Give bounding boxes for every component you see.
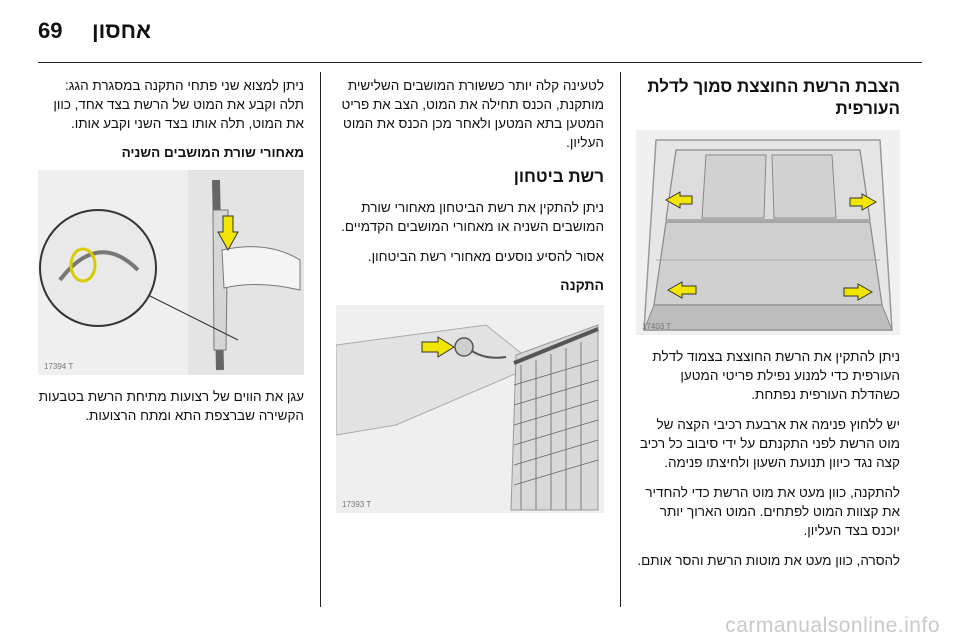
trunk-illustration xyxy=(636,130,900,335)
page-number: 69 xyxy=(38,18,63,43)
column-left xyxy=(38,76,304,436)
paragraph: עגן את הווים של רצועות מתיחת הרשת בטבעות הקשירה שברצפת התא ומתח הרצועות. xyxy=(38,389,304,423)
column-divider-left xyxy=(320,72,321,607)
watermark: carmanualsonline.info xyxy=(725,614,940,637)
paragraph: אסור להסיע נוסעים מאחורי רשת הביטחון. xyxy=(367,249,604,264)
figure-code: 17394 T xyxy=(44,362,74,371)
paragraph: ניתן להתקין את הרשת החוצצת בצמוד לדלת העורפית כדי למנוע נפילת פריטי המטען כשהדלת העורפית נפתחת. xyxy=(652,349,900,402)
figure-tension-strap xyxy=(38,170,304,375)
paragraph: לטעינה קלה יותר כששורת המושבים השלישית מותקנת, הכנס תחילה את המוט, הצב את פריט המטען בתא המטען ולאחר מכן הכנס את המוט העליון. xyxy=(341,78,604,150)
column-middle xyxy=(336,76,604,525)
net-hook-illustration xyxy=(336,305,604,513)
figure-net-hook xyxy=(336,305,604,513)
paragraph: להתקנה, כוון מעט את מוט הרשת כדי להחדיר את קצוות המוט לפתחים. המוט הארוך יותר יוכנס בצד העליון. xyxy=(645,485,900,538)
paragraph: יש ללחוץ פנימה את ארבעת רכיבי הקצה של מוט הרשת לפני התקנתם על ידי סיבוב כל רכיב קצה נגד כיוון תנועת השעון ולחיצתו פנימה. xyxy=(639,417,900,470)
figure-trunk-net-positions xyxy=(636,130,900,335)
subheading-behind-second-row: מאחורי שורת המושבים השניה xyxy=(121,145,304,160)
paragraph: ניתן למצוא שני פתחי התקנה במסגרת הגג: תלה וקבע את המוט של הרשת בצד אחד, כוון את המוט, תלה אותו בצד השני וקבע אותו. xyxy=(53,78,304,131)
paragraph: ניתן להתקין את רשת הביטחון מאחורי שורת המושבים השניה או מאחורי המושבים הקדמיים. xyxy=(341,200,604,234)
figure-code: 17403 T xyxy=(642,322,672,331)
column-divider-right xyxy=(620,72,621,607)
header-rule xyxy=(38,62,922,63)
paragraph: להסרה, כוון מעט את מוטות הרשת והסר אותם. xyxy=(637,553,900,568)
section-heading-safety-net: רשת ביטחון xyxy=(513,167,604,186)
section-heading-rear-door: הצבת הרשת החוצצת סמוך לדלת העורפית xyxy=(647,77,900,118)
subheading-installation: התקנה xyxy=(560,277,604,293)
column-right xyxy=(636,76,900,581)
figure-code: 17393 T xyxy=(342,500,372,509)
tension-strap-illustration xyxy=(38,170,304,375)
page-title: אחסון xyxy=(92,18,152,43)
